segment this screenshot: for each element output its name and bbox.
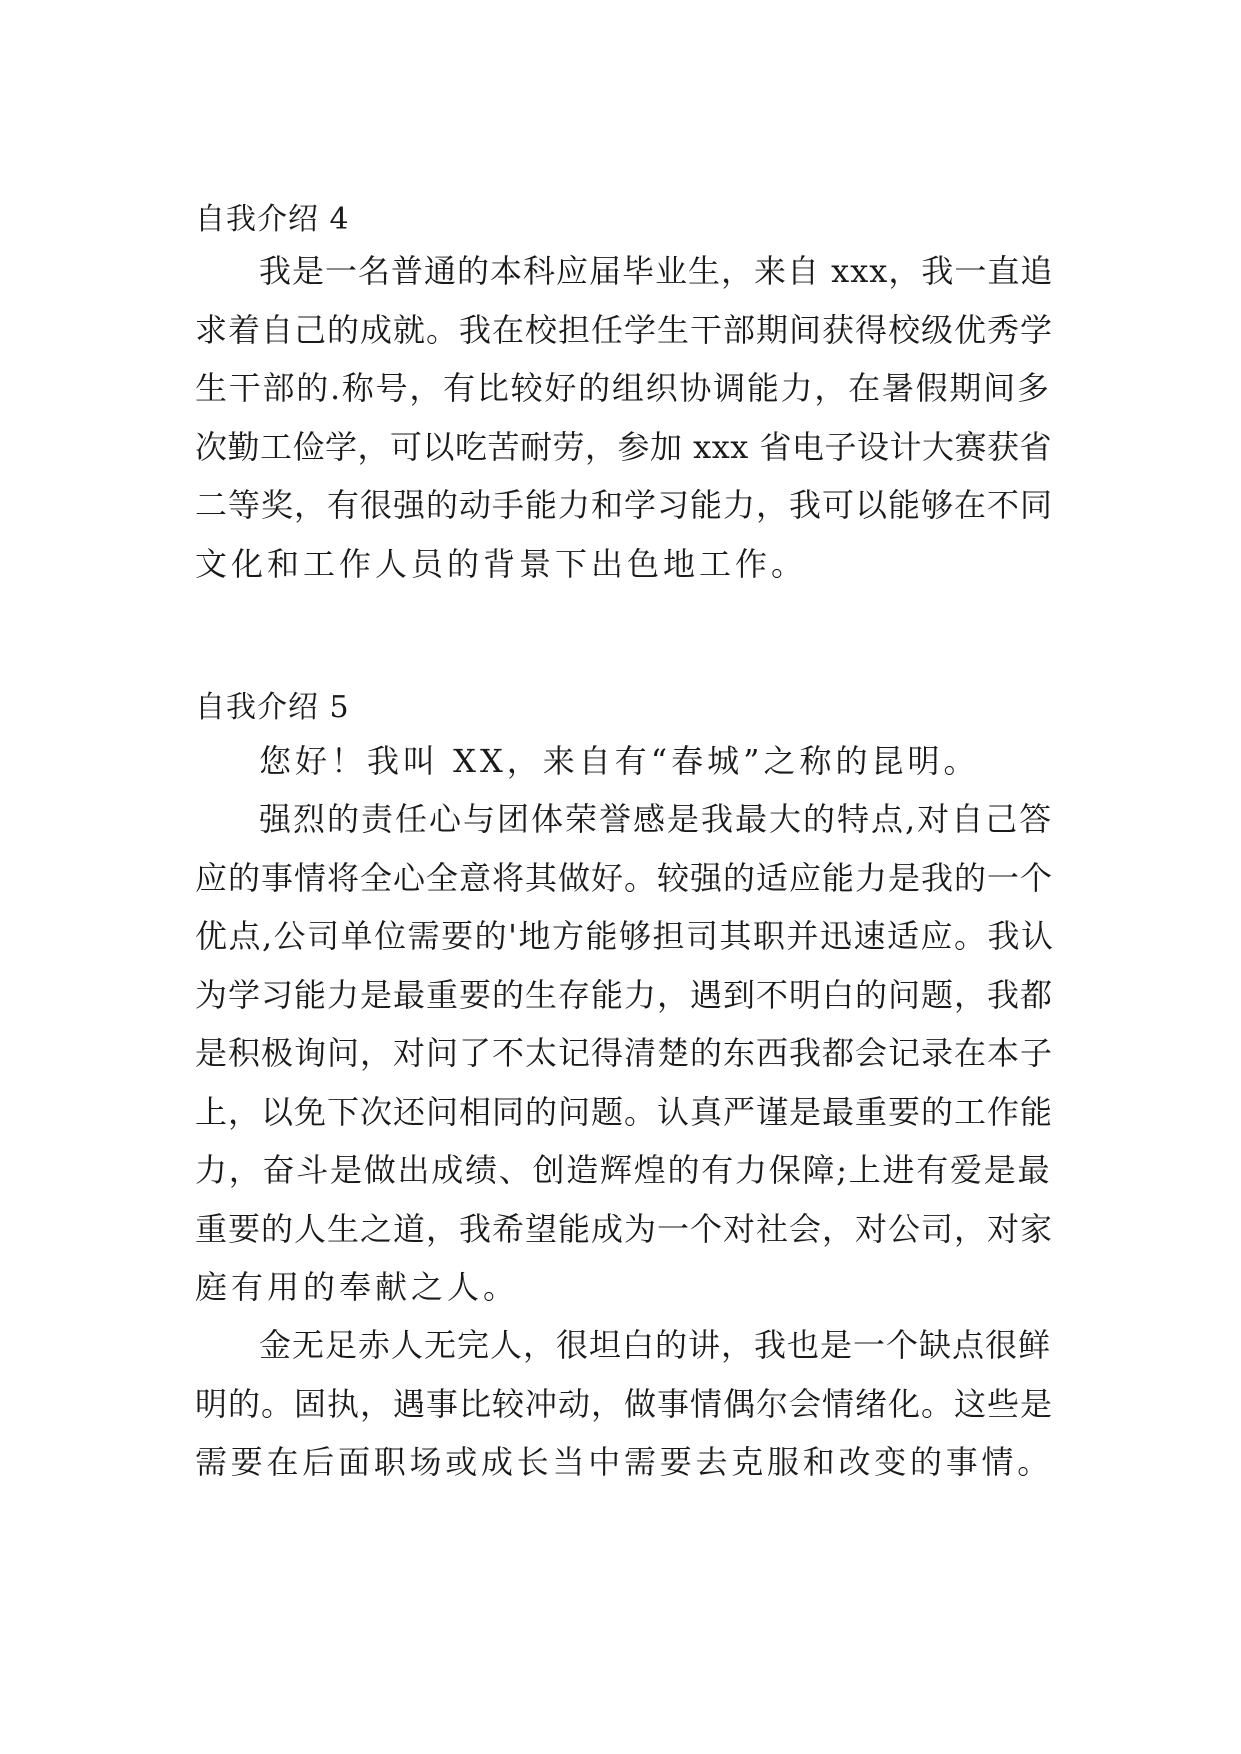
text-line: 求着自己的成就。我在校担任学生干部期间获得校级优秀学 — [195, 310, 1054, 349]
paragraph-5-3 — [195, 1316, 1055, 1492]
text-line: 我是一名普通的本科应届毕业生，来自 xxx，我一直追 — [259, 252, 1054, 290]
paragraph-5-2 — [195, 790, 1055, 1317]
text-line: 庭有用的奉献之人。 — [195, 1268, 520, 1306]
text-line: 需要在后面职场或成长当中需要去克服和改变的事情。 — [195, 1443, 1054, 1481]
text-line: 重要的人生之道，我希望能成为一个对社会，对公司，对家 — [195, 1209, 1054, 1248]
text-line: 强烈的责任心与团体荣誉感是我最大的特点,对自己答 — [259, 800, 1054, 838]
text-line: 应的事情将全心全意将其做好。较强的适应能力是我的一个 — [195, 858, 1054, 897]
text-line: 次勤工俭学，可以吃苦耐劳，参加 xxx 省电子设计大赛获省 — [195, 427, 1052, 466]
text-line: 是积极询问，对问了不太记得清楚的东西我都会记录在本子 — [195, 1034, 1054, 1072]
paragraph-4-1 — [195, 242, 1055, 593]
text-line: 生干部的.称号，有比较好的组织协调能力，在暑假期间多 — [195, 369, 1051, 407]
text-line: 金无足赤人无完人，很坦白的讲，我也是一个缺点很鲜 — [259, 1326, 1052, 1364]
paragraph-5-1 — [195, 732, 1055, 791]
section-heading-5: 自我介绍 5 — [195, 690, 350, 725]
text-line: 文化和工作人员的背景下出色地工作。 — [195, 544, 808, 583]
text-line: 明的。固执，遇事比较冲动，做事情偶尔会情绪化。这些是 — [195, 1384, 1054, 1423]
text-line: 上，以免下次还问相同的问题。认真严谨是最重要的工作能 — [195, 1092, 1054, 1131]
text-line: 力，奋斗是做出成绩、创造辉煌的有力保障;上进有爱是最 — [195, 1151, 1052, 1189]
text-line: 为学习能力是最重要的生存能力，遇到不明白的问题，我都 — [195, 975, 1054, 1014]
section-heading-4: 自我介绍 4 — [195, 202, 350, 237]
text-line: 优点,公司单位需要的'地方能够担司其职并迅速适应。我认 — [195, 917, 1055, 955]
text-line: 二等奖，有很强的动手能力和学习能力，我可以能够在不同 — [195, 486, 1054, 524]
text-line: 您好！我叫 XX，来自有“春城”之称的昆明。 — [259, 742, 980, 780]
